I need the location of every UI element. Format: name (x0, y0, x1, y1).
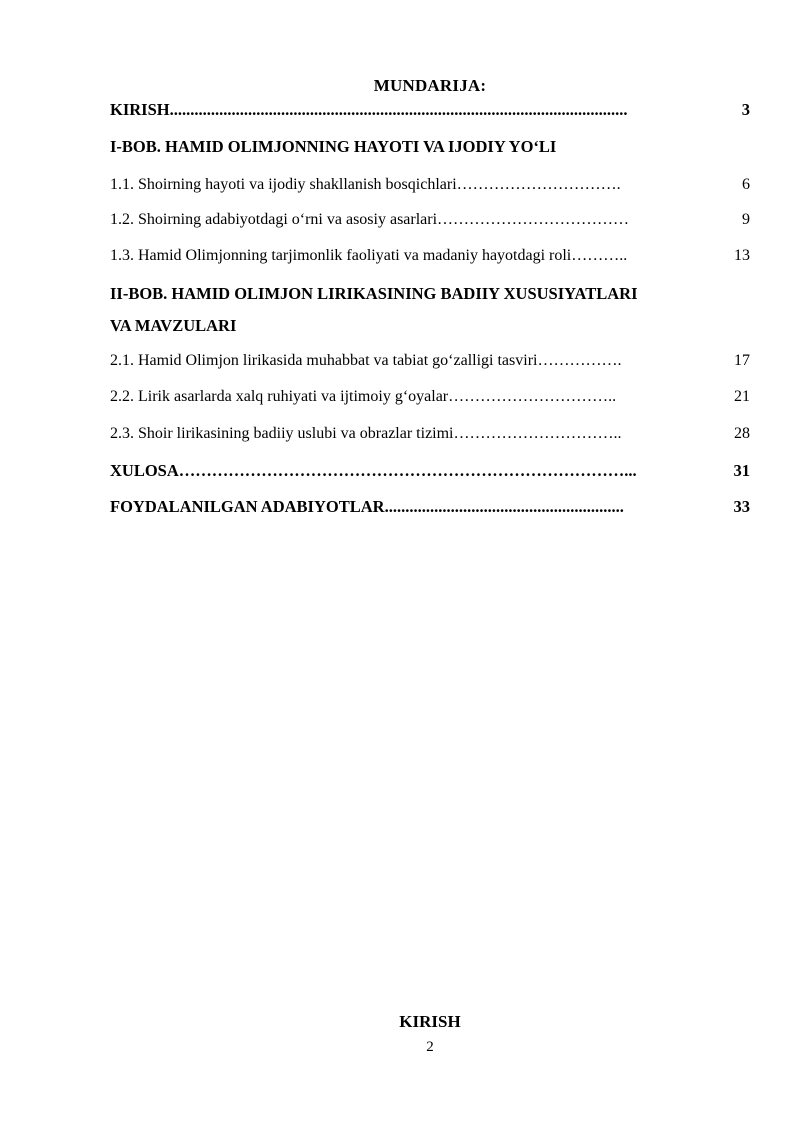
toc-entry-page: 17 (734, 352, 750, 369)
toc-title: MUNDARIJA: (373, 76, 487, 95)
toc-entry-label: 2.3. Shoir lirikasining badiiy uslubi va obrazlar tizimi………………………….. (110, 425, 622, 442)
toc-entry-xulosa[interactable] (110, 461, 750, 483)
toc-entry-label: 1.1. Shoirning hayoti va ijodiy shakllanish bosqichlari…………………………. (110, 176, 621, 193)
toc-entry-page: 28 (734, 425, 750, 442)
toc-entry-page: 13 (734, 247, 750, 264)
toc-entry-label: XULOSA………………………………………………………………………... (110, 461, 637, 480)
toc-entry-label: 2.1. Hamid Olimjon lirikasida muhabbat va tabiat go‘zalligi tasviri……………. (110, 352, 622, 369)
toc-entry-references[interactable] (110, 497, 750, 519)
next-section-heading: KIRISH (399, 1012, 461, 1031)
toc-entry-2-1[interactable] (110, 352, 750, 374)
toc-entry-page: 31 (733, 461, 750, 480)
chapter-2-heading-line-2[interactable]: VA MAVZULARI (110, 316, 237, 335)
toc-entry-kirish[interactable] (110, 100, 750, 122)
toc-entry-label: 1.2. Shoirning adabiyotdagi o‘rni va asosiy asarlari……………………………… (110, 211, 630, 228)
toc-entry-page: 33 (733, 497, 750, 516)
page-number: 2 (426, 1039, 434, 1055)
chapter-1-heading[interactable]: I-BOB. HAMID OLIMJONNING HAYOTI VA IJODIY YO‘LI (110, 137, 557, 156)
toc-entry-1-3[interactable] (110, 247, 750, 269)
toc-entry-1-1[interactable] (110, 176, 750, 198)
chapter-2-heading-line-1[interactable]: II-BOB. HAMID OLIMJON LIRIKASINING BADIIY XUSUSIYATLARI (110, 284, 638, 303)
toc-entry-page: 21 (734, 388, 750, 405)
toc-entry-2-3[interactable] (110, 425, 750, 447)
toc-entry-2-2[interactable] (110, 388, 750, 410)
toc-entry-label: 2.2. Lirik asarlarda xalq ruhiyati va ijtimoiy g‘oyalar………………………….. (110, 388, 617, 405)
toc-entry-page: 9 (742, 211, 750, 228)
toc-entry-label: KIRISH............................................................................................................... (110, 100, 628, 119)
toc-entry-1-2[interactable] (110, 211, 750, 233)
toc-entry-label: FOYDALANILGAN ADABIYOTLAR.......................................................... (110, 497, 624, 516)
toc-entry-label: 1.3. Hamid Olimjonning tarjimonlik faoliyati va madaniy hayotdagi roli……….. (110, 247, 628, 264)
toc-entry-page: 3 (741, 100, 750, 119)
toc-entry-page: 6 (742, 176, 750, 193)
